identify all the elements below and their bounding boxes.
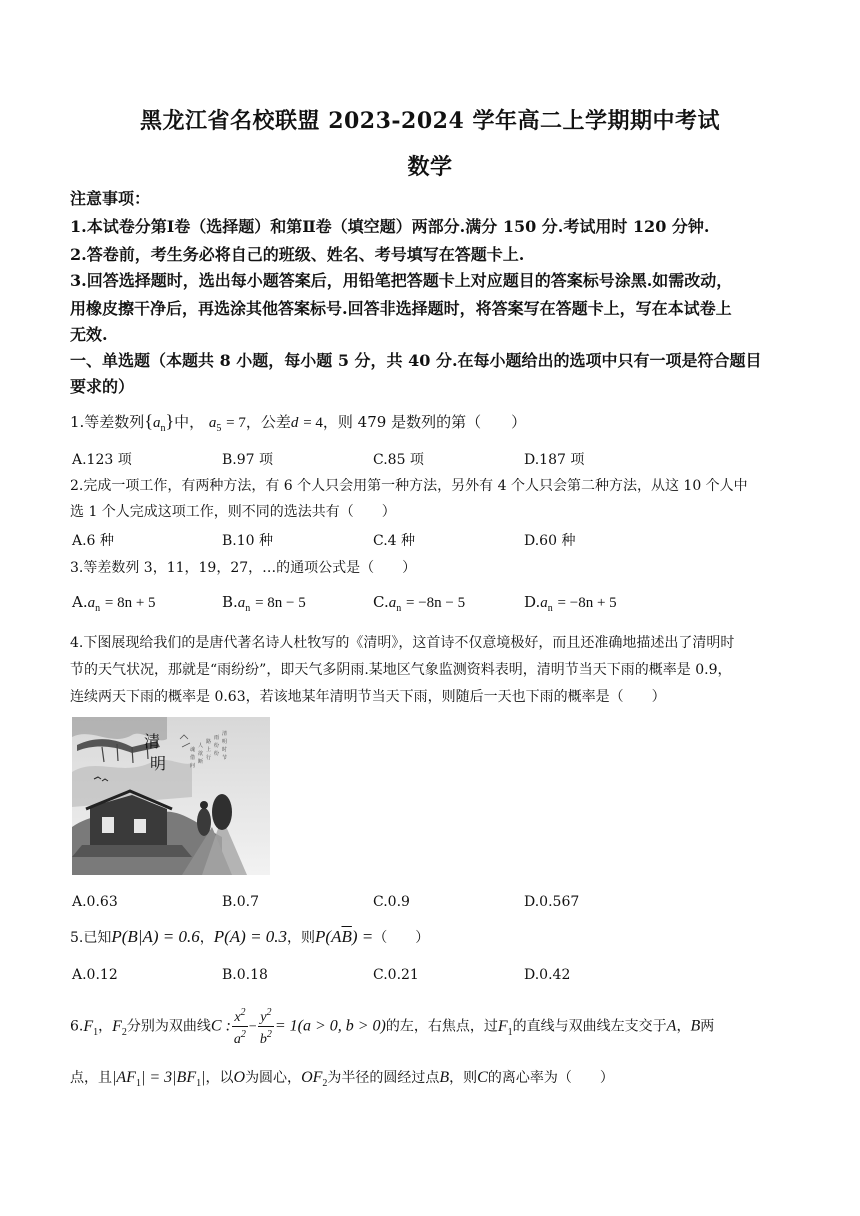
q1-option-d[interactable]: D.187 项 [524,452,585,468]
svg-text:断: 断 [198,759,204,765]
q2-option-b[interactable]: B.10 种 [222,533,274,549]
note-item: 1.本试卷分第Ⅰ卷（选择题）和第Ⅱ卷（填空题）两部分.满分 150 分.考试用时 120 分钟. [70,217,710,236]
exam-title: 黑龙江省名校联盟 2023-2024 学年高二上学期期中考试 [140,108,720,134]
note-item: 3.回答选择题时，选出每小题答案后，用铅笔把答题卡上对应题目的答案标号涂黑.如需改动， [70,271,733,290]
q3-option-c[interactable]: $C.a_n = -8n - 5$ [373,593,466,614]
note-item: 用橡皮擦干净后，再选涂其他答案标号.回答非选择题时，将答案写在答题卡上，写在本试卷上 [70,299,732,318]
q4-option-b[interactable]: B.0.7 [222,894,260,910]
question-6-cont: 点，且$|AF_1| = 3|BF_1|$，以O为圆心，$OF_2$为半径的圆经过点B，则C的离心率为（ ） [70,1069,614,1089]
question-1: 1.等差数列$\{a_n\}$中， $a_5 = 7$，公差d = 4，则 479 是数列的第（ ） [70,411,527,434]
image-char: 明 [150,754,167,773]
q2-option-d[interactable]: D.60 种 [524,533,576,549]
q5-option-c[interactable]: C.0.21 [373,967,419,983]
svg-text:明: 明 [222,739,228,745]
question-2: 2.完成一项工作，有两种方法，有 6 个人只会用第一种方法，另外有 4 个人只会第二种方法，从这 10 个人中 [70,478,748,494]
question-6: $6.F_1$，$F_2$分别为双曲线C : $\frac{x^2}{a^2}$ − $\frac{y^2}{b^2}$ = 1(a > 0, b > 0)的左，右焦点，过$F_1$的直线与双曲线左支交于A，B两 [70,1007,715,1047]
q1-option-c[interactable]: C.85 项 [373,452,424,468]
svg-text:人: 人 [198,743,204,749]
question-4-cont: 连续两天下雨的概率是 0.63，若该地某年清明节当天下雨，则随后一天也下雨的概率是（ ） [70,689,666,705]
svg-text:清: 清 [222,731,228,737]
question-4-cont: 节的天气状况，那就是“雨纷纷”，即天气多阴雨.某地区气象监测资料表明，清明节当天下雨的概率是 0.9， [70,662,732,678]
q3-option-a[interactable]: $A.a_n = 8n + 5$ [72,593,156,614]
svg-text:魂: 魂 [190,747,196,753]
question-3: 3.等差数列 3，11，19，27，…的通项公式是（ ） [70,560,417,576]
q4-option-c[interactable]: C.0.9 [373,894,410,910]
svg-text:欲: 欲 [198,751,204,757]
svg-text:路: 路 [206,739,212,745]
section-heading: 一、单选题（本题共 8 小题，每小题 5 分，共 40 分.在每小题给出的选项中只有一项是符合题目 [70,351,762,370]
question-5: 5.已知P(B|A) = 0.6，P(A) = 0.3，则$P(A\overline{B})$ =（ ） [70,927,430,946]
q4-option-d[interactable]: D.0.567 [524,894,580,910]
svg-text:问: 问 [190,763,196,769]
q1-option-b[interactable]: B.97 项 [222,452,274,468]
svg-text:行: 行 [206,755,212,761]
q1-option-a[interactable]: A.123 项 [72,452,132,468]
svg-text:纷: 纷 [214,751,220,757]
q5-option-d[interactable]: D.0.42 [524,967,571,983]
svg-text:纷: 纷 [214,743,220,749]
svg-text:雨: 雨 [214,735,220,741]
q4-option-a[interactable]: A.0.63 [72,894,118,910]
image-char: 清 [144,732,161,751]
section-heading-cont: 要求的） [70,377,135,396]
notes-heading: 注意事项： [70,189,151,208]
q5-option-a[interactable]: A.0.12 [72,967,118,983]
q3-option-d[interactable]: $D.a_n = -8n + 5$ [524,593,617,614]
svg-text:节: 节 [222,755,228,761]
question-2-cont: 选 1 个人完成这项工作，则不同的选法共有（ ） [70,504,396,520]
svg-text:上: 上 [206,747,212,753]
q2-option-a[interactable]: A.6 种 [72,533,114,549]
svg-text:时: 时 [222,747,228,753]
q2-option-c[interactable]: C.4 种 [373,533,416,549]
subject-title: 数学 [407,154,453,180]
note-item: 2.答卷前，考生务必将自己的班级、姓名、考号填写在答题卡上. [70,245,525,264]
q3-option-b[interactable]: $B.a_n = 8n - 5$ [222,593,306,614]
q5-option-b[interactable]: B.0.18 [222,967,268,983]
svg-text:借: 借 [190,755,196,761]
question-4: 4.下图展现给我们的是唐代著名诗人杜牧写的《清明》，这首诗不仅意境极好，而且还准确地描述出了清明时 [70,635,735,651]
qingming-illustration [72,717,270,875]
note-item: 无效. [70,325,108,344]
